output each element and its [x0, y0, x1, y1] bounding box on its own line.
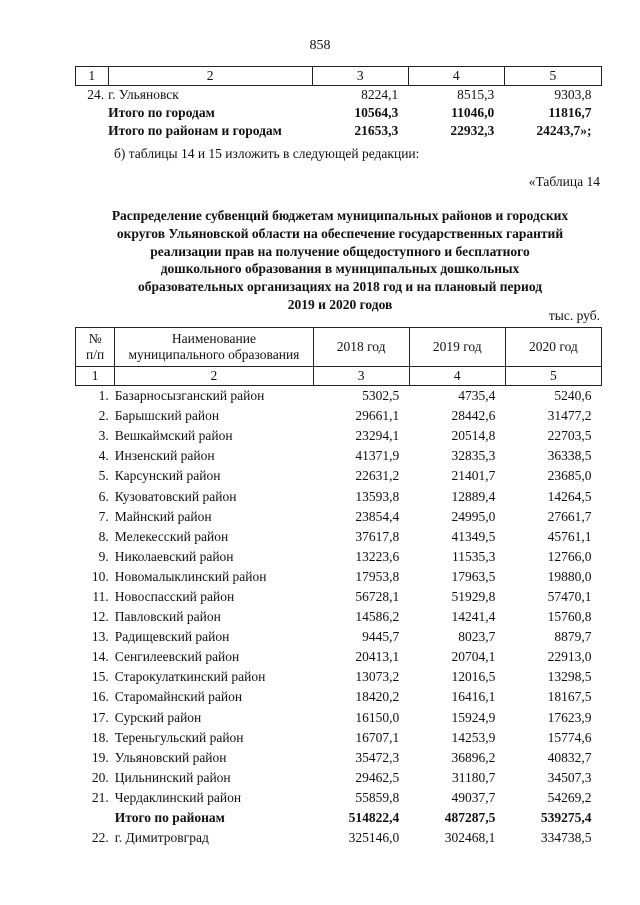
- header-name: [115, 328, 313, 367]
- column-number: 4: [409, 367, 505, 386]
- row-name: Сенгилеевский район: [114, 649, 240, 665]
- value-2020: 15760,8: [547, 609, 592, 625]
- row-name: Чердаклинский район: [114, 789, 242, 805]
- table-row: [76, 667, 602, 687]
- row-name: Новомалыклинский район: [114, 568, 267, 584]
- table-row: [76, 386, 602, 407]
- value-2020: 8879,7: [554, 629, 592, 645]
- table-row: [76, 728, 602, 748]
- row-name: Барышский район: [114, 408, 220, 424]
- value-2020: 57470,1: [547, 588, 592, 604]
- value-2019: 11046,0: [451, 105, 495, 120]
- table-row: [76, 507, 602, 527]
- value-2018: 37617,8: [355, 528, 400, 544]
- row-name: Инзенский район: [114, 448, 215, 464]
- table-row: [76, 828, 602, 848]
- header-2019: 2019 год: [409, 328, 505, 367]
- value-2019: 31180,7: [451, 769, 496, 785]
- row-number: 20.: [91, 769, 109, 785]
- units-label: тыс. руб.: [548, 308, 600, 323]
- table-row: [76, 122, 602, 140]
- row-number: 14.: [91, 649, 109, 665]
- table-row: [76, 86, 602, 105]
- value-2019: 28442,6: [451, 408, 496, 424]
- header-number-line2: п/п: [86, 347, 105, 362]
- value-2020: 19880,0: [547, 568, 592, 584]
- row-name: Карсунский район: [114, 468, 221, 484]
- row-name: Радищевский район: [114, 629, 230, 645]
- value-2020: 14264,5: [547, 488, 592, 504]
- table-row: [76, 708, 602, 728]
- value-2020: 24243,7»;: [536, 123, 592, 138]
- value-2018: 35472,3: [355, 749, 400, 765]
- column-number: 3: [313, 367, 409, 386]
- value-2019: 51929,8: [451, 588, 496, 604]
- value-2020: 15774,6: [547, 729, 592, 745]
- value-2018: 16150,0: [355, 709, 400, 725]
- value-2020: 18167,5: [547, 689, 592, 705]
- header-number-line1: №: [88, 331, 102, 346]
- row-name: Новоспасский район: [114, 588, 235, 604]
- row-name: Ульяновский район: [114, 749, 227, 765]
- row-name: Майнский район: [114, 508, 212, 524]
- row-number: 2.: [98, 408, 109, 424]
- table-row: [76, 406, 602, 426]
- table-row: [76, 788, 602, 808]
- value-2019: 22932,3: [450, 123, 495, 138]
- column-number: 5: [505, 367, 601, 386]
- table-row: [76, 486, 602, 506]
- row-number: 17.: [91, 709, 109, 725]
- value-2018: 20413,1: [355, 649, 400, 665]
- value-2020: 27661,7: [547, 508, 592, 524]
- table-row: [76, 446, 602, 466]
- amendment-note: б) таблицы 14 и 15 изложить в следующей редакции:: [114, 146, 420, 161]
- value-2019: 302468,1: [444, 830, 496, 846]
- value-2020: 5240,6: [554, 388, 592, 404]
- heading-line: дошкольного образования в муниципальных дошкольных: [160, 261, 520, 277]
- value-2019: 12016,5: [451, 669, 496, 685]
- page-number: 858: [309, 38, 331, 53]
- value-2020: 539275,4: [540, 810, 592, 826]
- row-number: 10.: [91, 568, 109, 584]
- row-number: 16.: [91, 689, 109, 705]
- value-2020: 12766,0: [547, 548, 592, 564]
- value-2019: 41349,5: [451, 528, 496, 544]
- value-2018: 22631,2: [355, 468, 400, 484]
- row-name: Павловский район: [114, 609, 221, 625]
- value-2019: 24995,0: [451, 508, 496, 524]
- value-2019: 15924,9: [451, 709, 496, 725]
- value-2018: 13073,2: [355, 669, 400, 685]
- column-number-row: [76, 367, 602, 386]
- value-2020: 31477,2: [547, 408, 592, 424]
- header-2020: 2020 год: [505, 328, 601, 367]
- row-name: Итого по районам и городам: [108, 123, 282, 138]
- table-row: [76, 768, 602, 788]
- column-number: 2: [108, 67, 312, 86]
- value-2019: 4735,4: [458, 388, 496, 404]
- header-name-line2: муниципального образования: [128, 347, 300, 362]
- row-number: [76, 122, 109, 140]
- row-name: Сурский район: [114, 709, 202, 725]
- row-number: 1.: [98, 388, 109, 404]
- column-number: 1: [76, 67, 109, 86]
- column-number: 5: [504, 67, 601, 86]
- value-2020: 23685,0: [547, 468, 592, 484]
- value-2019: 16416,1: [451, 689, 496, 705]
- table-row: [76, 607, 602, 627]
- value-2018: 23854,4: [355, 508, 400, 524]
- value-2020: 45761,1: [547, 528, 592, 544]
- header-name-line1: Наименование: [171, 331, 256, 346]
- column-number-row: [76, 67, 602, 86]
- row-name: Старокулаткинский район: [114, 669, 266, 685]
- value-2018: 18420,2: [355, 689, 400, 705]
- table-heading: [66, 207, 614, 314]
- value-2019: 21401,7: [451, 468, 496, 484]
- column-number: 1: [76, 367, 115, 386]
- row-number: 9.: [98, 548, 109, 564]
- value-2018: 29661,1: [355, 408, 400, 424]
- value-2018: 8224,1: [361, 87, 399, 102]
- value-2019: 8023,7: [458, 629, 496, 645]
- table-row: [76, 547, 602, 567]
- table-label: «Таблица 14: [528, 174, 600, 189]
- value-2020: 34507,3: [547, 769, 592, 785]
- heading-line: образовательных организациях на 2018 год и на плановый период: [137, 279, 543, 295]
- row-number: 7.: [98, 508, 109, 524]
- column-number: 4: [408, 67, 504, 86]
- row-number: 18.: [91, 729, 109, 745]
- value-2019: 36896,2: [451, 749, 496, 765]
- row-number: 22.: [91, 830, 109, 846]
- row-name: Вешкаймский район: [114, 428, 233, 444]
- row-name: г. Димитровград: [114, 830, 209, 846]
- value-2018: 56728,1: [355, 588, 400, 604]
- header-2018: 2018 год: [313, 328, 409, 367]
- value-2020: 334738,5: [540, 830, 592, 846]
- value-2018: 14586,2: [355, 609, 400, 625]
- row-number: 15.: [91, 669, 109, 685]
- value-2019: 8515,3: [457, 87, 495, 102]
- row-number: 5.: [98, 468, 109, 484]
- row-number: [76, 808, 115, 828]
- value-2019: 20704,1: [451, 649, 496, 665]
- value-2018: 29462,5: [355, 769, 400, 785]
- table-row: [76, 647, 602, 667]
- row-name: Тереньгульский район: [114, 729, 244, 745]
- row-name: Кузоватовский район: [114, 488, 237, 504]
- value-2018: 13223,6: [355, 548, 400, 564]
- table-row: [76, 466, 602, 486]
- row-number: 21.: [91, 789, 109, 805]
- value-2019: 49037,7: [451, 789, 496, 805]
- row-name: Базарносызганский район: [114, 388, 265, 404]
- row-name: г. Ульяновск: [108, 87, 179, 102]
- value-2019: 12889,4: [451, 488, 496, 504]
- table-row: [76, 627, 602, 647]
- value-2018: 9445,7: [362, 629, 400, 645]
- row-number: [76, 104, 109, 122]
- value-2020: 13298,5: [547, 669, 592, 685]
- value-2018: 21653,3: [354, 123, 399, 138]
- value-2019: 487287,5: [444, 810, 496, 826]
- row-name: Итого по городам: [108, 105, 215, 120]
- value-2020: 36338,5: [547, 448, 592, 464]
- value-2018: 514822,4: [348, 810, 400, 826]
- value-2018: 41371,9: [355, 448, 400, 464]
- table-row: [76, 426, 602, 446]
- value-2019: 32835,3: [451, 448, 496, 464]
- row-name: Николаевский район: [114, 548, 234, 564]
- value-2020: 22703,5: [547, 428, 592, 444]
- row-number: 13.: [91, 629, 109, 645]
- value-2018: 5302,5: [362, 388, 400, 404]
- value-2020: 22913,0: [547, 649, 592, 665]
- value-2019: 14241,4: [451, 609, 496, 625]
- table-row: [76, 527, 602, 547]
- row-number: 12.: [91, 609, 109, 625]
- table-row: [76, 567, 602, 587]
- column-number: 3: [312, 67, 408, 86]
- heading-line: 2019 и 2020 годов: [287, 296, 393, 312]
- header-number: [76, 328, 115, 367]
- value-2020: 40832,7: [547, 749, 592, 765]
- heading-line: Распределение субвенций бюджетам муниципальных районов и городских: [111, 208, 569, 223]
- row-number: 3.: [98, 428, 109, 444]
- value-2019: 20514,8: [451, 428, 496, 444]
- subventions-table: [75, 327, 602, 848]
- value-2019: 14253,9: [451, 729, 496, 745]
- value-2020: 11816,7: [548, 105, 592, 120]
- value-2018: 55859,8: [355, 789, 400, 805]
- row-number: 24.: [87, 87, 105, 102]
- value-2019: 17963,5: [451, 568, 496, 584]
- row-number: 6.: [98, 488, 109, 504]
- header-row: [76, 328, 602, 367]
- table-row: [76, 748, 602, 768]
- value-2019: 11535,3: [451, 548, 496, 564]
- value-2018: 325146,0: [348, 830, 400, 846]
- table-row: [76, 587, 602, 607]
- value-2018: 17953,8: [355, 568, 400, 584]
- value-2020: 54269,2: [547, 789, 592, 805]
- column-number: 2: [115, 367, 313, 386]
- value-2018: 13593,8: [355, 488, 400, 504]
- heading-line: реализации прав на получение общедоступного и бесплатного: [150, 243, 530, 259]
- row-number: 4.: [98, 448, 109, 464]
- value-2018: 23294,1: [355, 428, 400, 444]
- row-number: 19.: [91, 749, 109, 765]
- table-row: [76, 104, 602, 122]
- value-2020: 17623,9: [547, 709, 592, 725]
- table-row: [76, 808, 602, 828]
- table-row: [76, 687, 602, 707]
- value-2018: 10564,3: [354, 105, 399, 120]
- row-number: 11.: [92, 588, 109, 604]
- value-2018: 16707,1: [355, 729, 400, 745]
- heading-line: округов Ульяновской области на обеспечение государственных гарантий: [116, 225, 564, 241]
- row-name: Цильнинский район: [114, 769, 231, 785]
- value-2020: 9303,8: [554, 87, 592, 102]
- row-number: 8.: [98, 528, 109, 544]
- row-name: Мелекесский район: [114, 528, 229, 544]
- row-name: Итого по районам: [114, 810, 225, 826]
- row-name: Старомайнский район: [114, 689, 243, 705]
- continuation-table: [75, 66, 602, 140]
